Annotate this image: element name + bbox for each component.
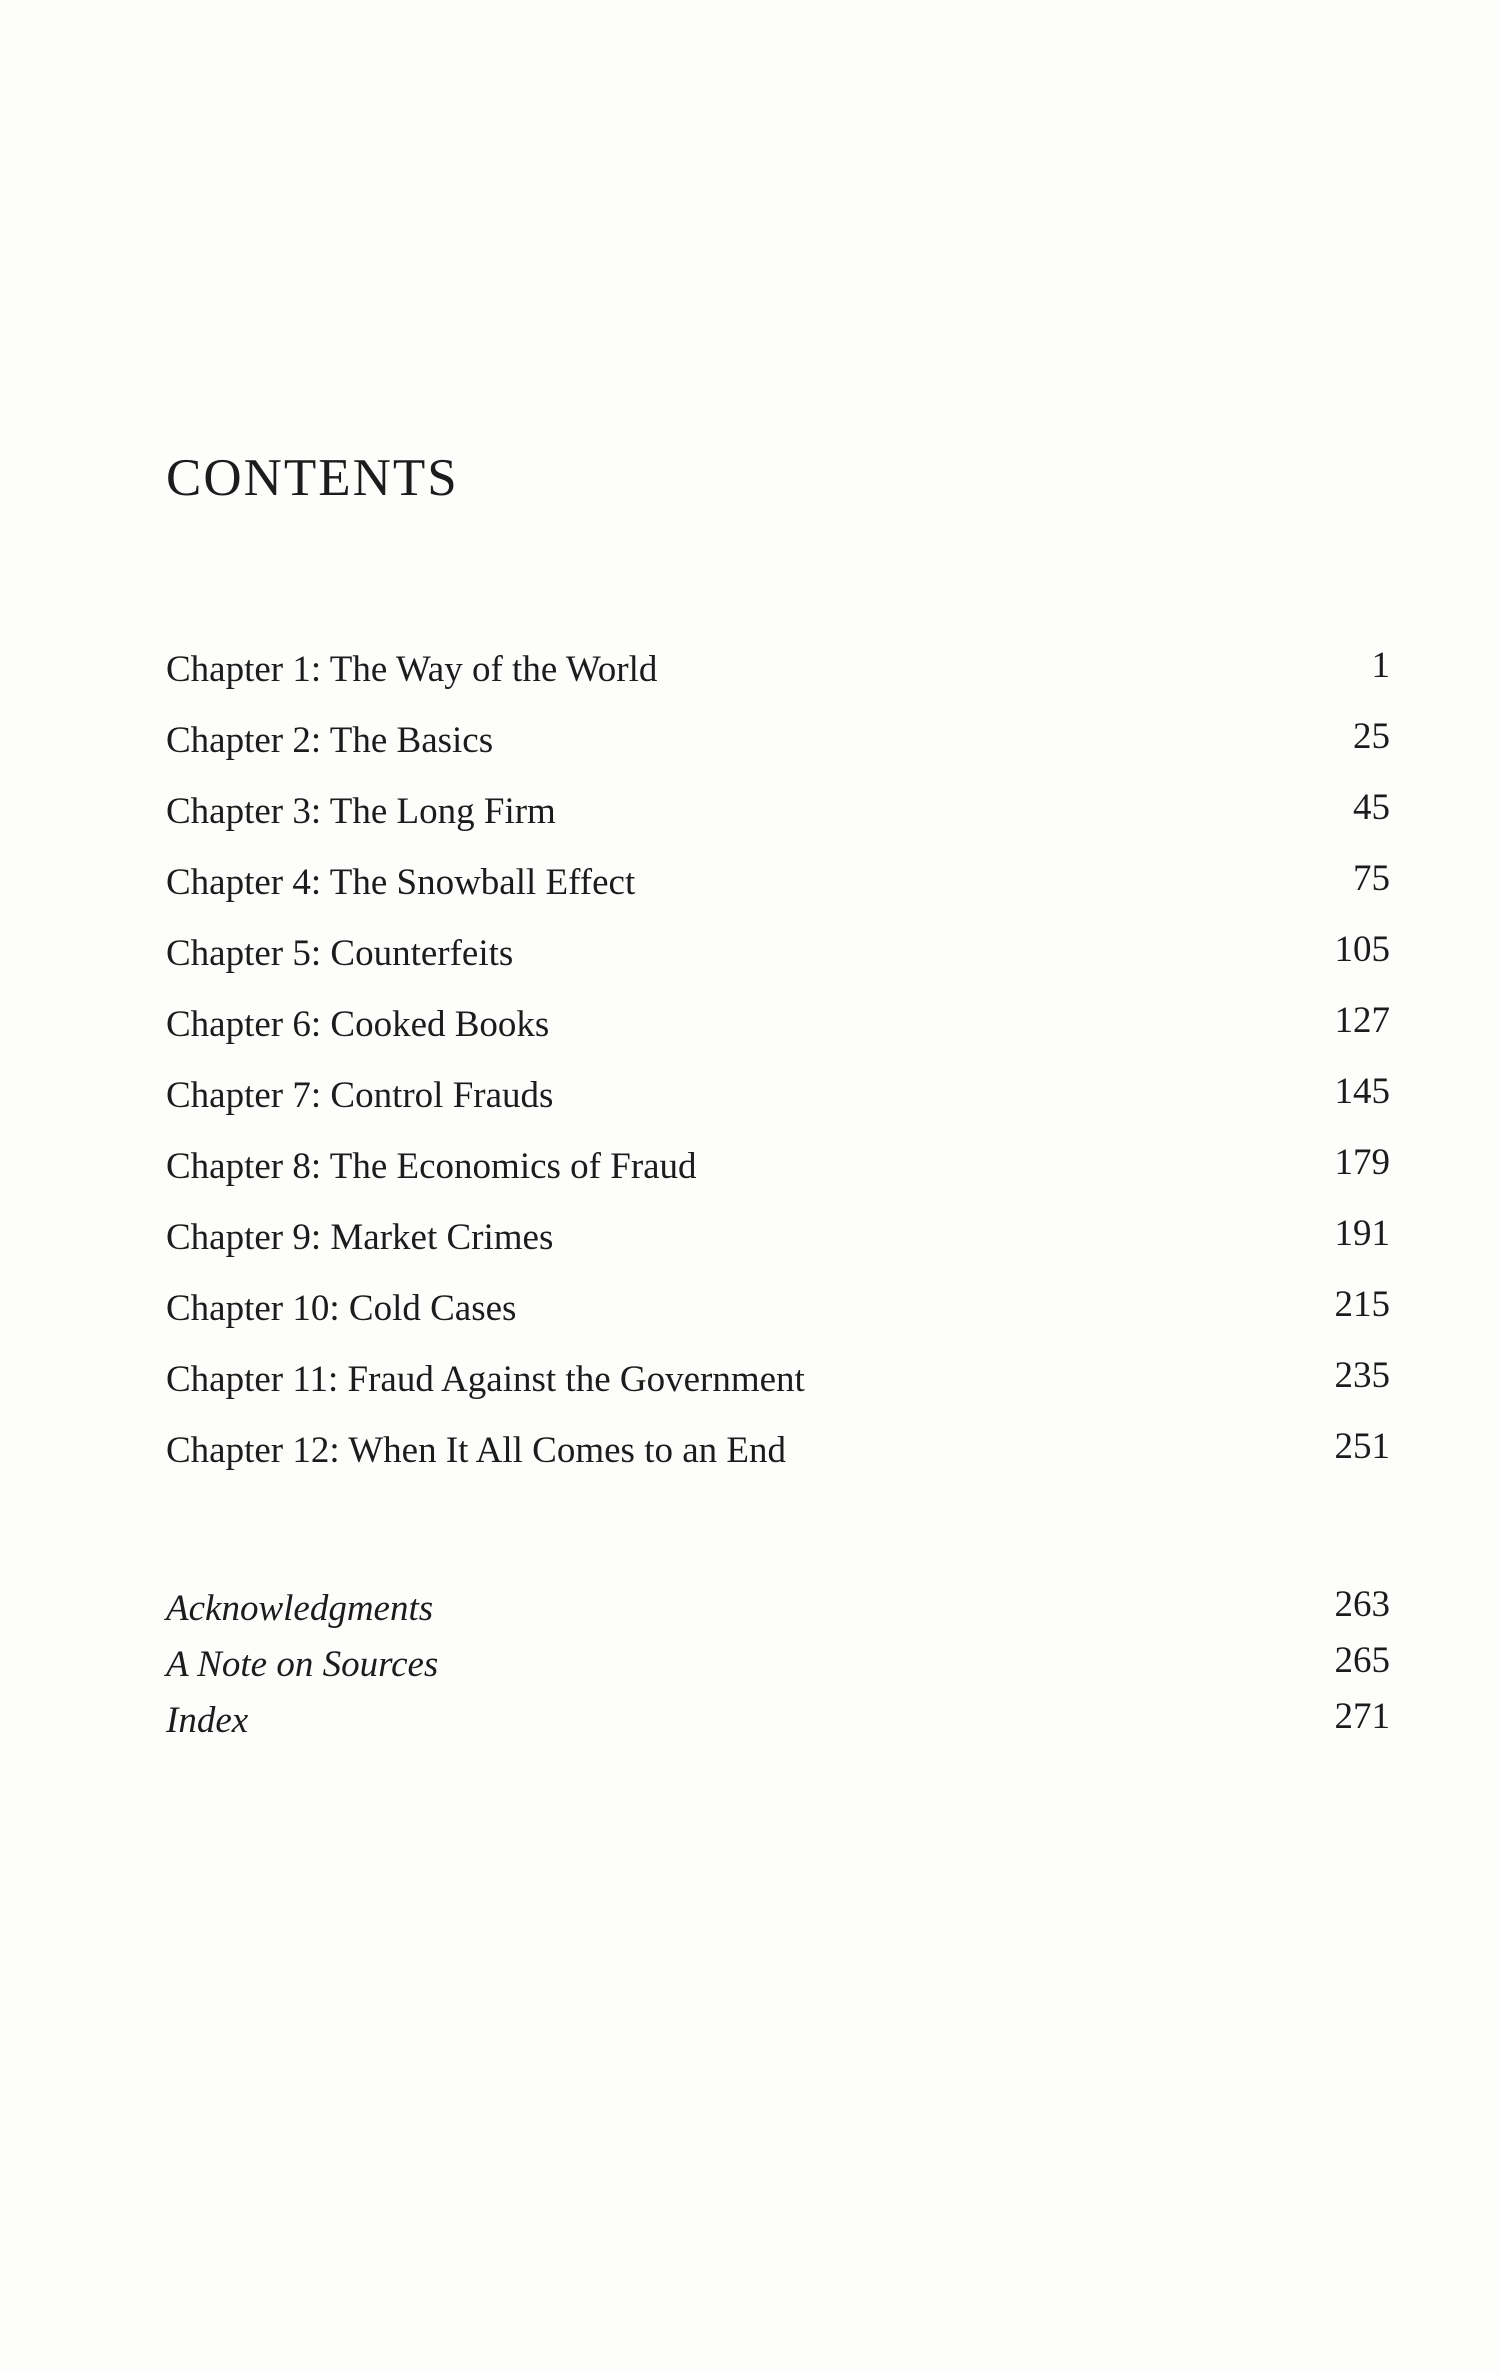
toc-entry (166, 928, 1390, 999)
toc-entry-label: Chapter 7: Control Frauds (166, 1075, 554, 1116)
toc-entry-page: 75 (1353, 858, 1390, 899)
toc-entry-label: Chapter 12: When It All Comes to an End (166, 1430, 787, 1471)
toc-entry (166, 715, 1390, 786)
toc-entry-label: Chapter 1: The Way of the World (166, 649, 658, 690)
toc-entry-label: Chapter 3: The Long Firm (166, 791, 556, 832)
toc-entry-label: Chapter 9: Market Crimes (166, 1217, 554, 1258)
toc-entry-label: Chapter 8: The Economics of Fraud (166, 1146, 697, 1187)
back-matter-entry (166, 1697, 1390, 1753)
back-matter-page: 265 (1334, 1640, 1390, 1681)
toc-entry (166, 1212, 1390, 1283)
toc-entry-label: Chapter 4: The Snowball Effect (166, 862, 636, 903)
back-matter-page: 263 (1334, 1584, 1390, 1625)
toc-entry-page: 1 (1371, 645, 1390, 686)
toc-entry-page: 145 (1334, 1071, 1390, 1112)
toc-entry (166, 857, 1390, 928)
back-matter-label: A Note on Sources (166, 1644, 439, 1685)
toc-entry-label: Chapter 10: Cold Cases (166, 1288, 517, 1329)
toc-entry (166, 1425, 1390, 1496)
toc-entry-page: 235 (1334, 1355, 1390, 1396)
toc-entry (166, 786, 1390, 857)
toc-entry (166, 1070, 1390, 1141)
toc-entry (166, 644, 1390, 715)
toc-entry (166, 1141, 1390, 1212)
toc-entry-label: Chapter 11: Fraud Against the Government (166, 1359, 805, 1400)
toc-entry (166, 999, 1390, 1070)
back-matter-page: 271 (1334, 1696, 1390, 1737)
back-matter-label: Index (166, 1700, 249, 1741)
toc-entry-label: Chapter 6: Cooked Books (166, 1004, 550, 1045)
back-matter-entry (166, 1585, 1390, 1641)
toc-entry-label: Chapter 2: The Basics (166, 720, 494, 761)
back-matter-label: Acknowledgments (166, 1588, 434, 1629)
toc-entry-page: 127 (1334, 1000, 1390, 1041)
toc-entry-page: 25 (1353, 716, 1390, 757)
toc-entry-page: 191 (1334, 1213, 1390, 1254)
toc-entry-page: 215 (1334, 1284, 1390, 1325)
toc-entry-page: 45 (1353, 787, 1390, 828)
toc-entry-label: Chapter 5: Counterfeits (166, 933, 514, 974)
toc-entry (166, 1283, 1390, 1354)
toc-entry (166, 1354, 1390, 1425)
back-matter-list (166, 1585, 1390, 1753)
toc-entry-page: 251 (1334, 1426, 1390, 1467)
toc-entry-page: 179 (1334, 1142, 1390, 1183)
chapter-list (166, 644, 1390, 1496)
page-title: CONTENTS (166, 449, 459, 507)
toc-entry-page: 105 (1334, 929, 1390, 970)
back-matter-entry (166, 1641, 1390, 1697)
